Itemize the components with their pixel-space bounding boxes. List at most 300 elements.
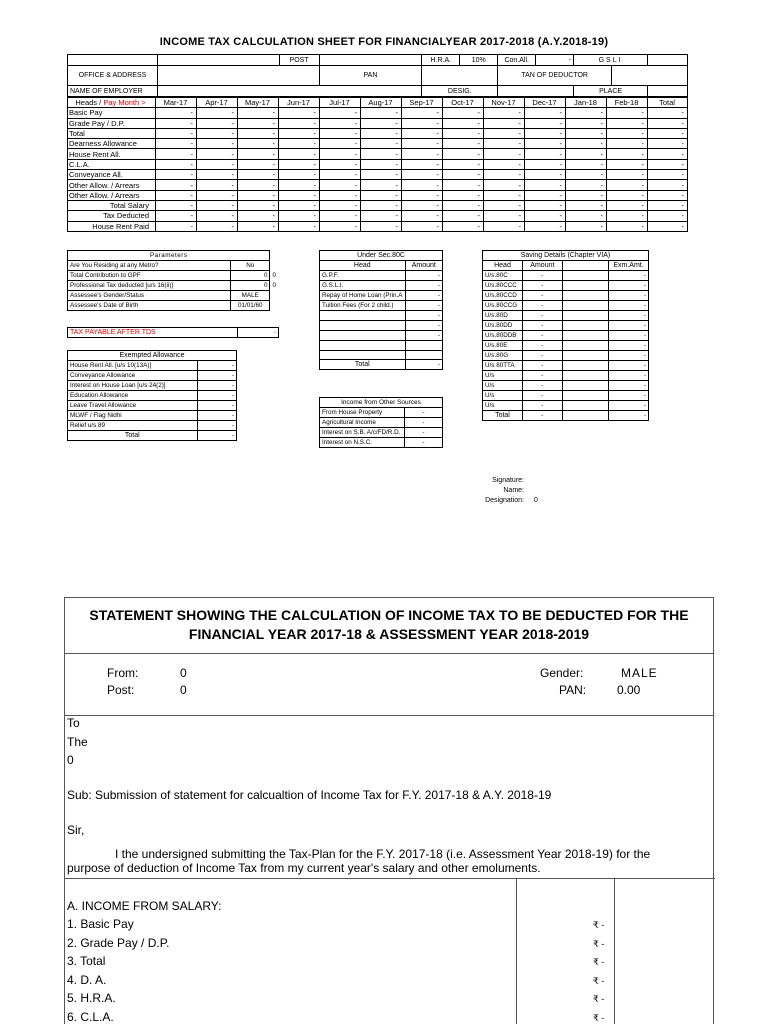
- month-header: Nov-17: [484, 98, 525, 108]
- other-income-value[interactable]: -: [404, 408, 442, 418]
- grid-cell[interactable]: -: [238, 190, 279, 200]
- grid-cell[interactable]: -: [402, 180, 443, 190]
- grid-cell[interactable]: -: [197, 221, 238, 231]
- grid-cell[interactable]: -: [525, 200, 566, 210]
- grid-cell[interactable]: -: [279, 221, 320, 231]
- saving-amount[interactable]: -: [522, 281, 562, 291]
- sec80c-label: G.P.F.: [320, 271, 406, 281]
- saving-blank: [562, 281, 608, 291]
- parameter-row: [68, 261, 279, 271]
- grid-cell[interactable]: -: [443, 200, 484, 210]
- grid-cell[interactable]: -: [525, 180, 566, 190]
- grid-cell[interactable]: -: [607, 190, 648, 200]
- grid-cell[interactable]: -: [484, 118, 525, 128]
- saving-amount[interactable]: -: [522, 321, 562, 331]
- exempted-label: House Rent All. [u/s 10(13A)]: [68, 361, 198, 371]
- grid-cell[interactable]: -: [156, 170, 197, 180]
- grid-cell[interactable]: -: [566, 118, 607, 128]
- saving-blank: [562, 361, 608, 371]
- grid-cell[interactable]: -: [566, 180, 607, 190]
- grid-cell[interactable]: -: [279, 211, 320, 221]
- grid-cell[interactable]: -: [361, 170, 402, 180]
- grid-cell[interactable]: -: [320, 190, 361, 200]
- exempted-value[interactable]: -: [197, 391, 236, 401]
- exempted-value[interactable]: -: [197, 401, 236, 411]
- grid-cell[interactable]: -: [238, 139, 279, 149]
- grid-cell[interactable]: -: [238, 221, 279, 231]
- grid-cell[interactable]: -: [566, 108, 607, 118]
- grid-cell[interactable]: -: [156, 108, 197, 118]
- grid-cell[interactable]: -: [238, 118, 279, 128]
- office-address-value[interactable]: [157, 66, 319, 86]
- grid-cell[interactable]: -: [607, 200, 648, 210]
- grid-cell[interactable]: -: [648, 180, 688, 190]
- sec80c-value[interactable]: -: [405, 281, 442, 291]
- exempted-value[interactable]: -: [197, 421, 236, 431]
- grid-cell[interactable]: -: [648, 221, 688, 231]
- grid-cell[interactable]: -: [279, 190, 320, 200]
- saving-exm: -: [609, 351, 649, 361]
- grid-cell[interactable]: -: [197, 139, 238, 149]
- saving-blank: [562, 381, 608, 391]
- saving-blank: [562, 341, 608, 351]
- grid-cell[interactable]: -: [566, 200, 607, 210]
- grid-cell[interactable]: -: [156, 211, 197, 221]
- grid-cell[interactable]: -: [648, 128, 688, 138]
- grid-cell[interactable]: -: [648, 190, 688, 200]
- grid-cell[interactable]: -: [607, 180, 648, 190]
- grid-cell[interactable]: -: [648, 170, 688, 180]
- saving-label: U/s.80DD: [483, 321, 523, 331]
- income-item-amount: ₹ -: [593, 994, 605, 1004]
- grid-cell[interactable]: -: [443, 159, 484, 169]
- grid-cell[interactable]: -: [402, 128, 443, 138]
- grid-cell[interactable]: -: [566, 211, 607, 221]
- parameter-row: [68, 301, 279, 311]
- month-header: Dec-17: [525, 98, 566, 108]
- grid-cell[interactable]: -: [607, 170, 648, 180]
- sec80c-label: [320, 341, 406, 351]
- grid-cell[interactable]: -: [607, 159, 648, 169]
- exempted-allowance-table: [67, 350, 237, 441]
- sec80c-value[interactable]: -: [405, 321, 442, 331]
- grid-cell[interactable]: -: [156, 128, 197, 138]
- grid-cell[interactable]: -: [320, 200, 361, 210]
- grid-cell[interactable]: -: [279, 139, 320, 149]
- exempted-row: [68, 361, 237, 371]
- grid-cell[interactable]: -: [238, 180, 279, 190]
- saving-row: [483, 391, 649, 401]
- grid-cell[interactable]: -: [402, 190, 443, 200]
- month-header: Oct-17: [443, 98, 484, 108]
- grid-cell[interactable]: -: [361, 128, 402, 138]
- pay-month-label: Pay Month >: [103, 98, 146, 108]
- grid-cell[interactable]: -: [525, 139, 566, 149]
- grid-cell[interactable]: -: [443, 221, 484, 231]
- grid-cell[interactable]: -: [484, 108, 525, 118]
- grid-row: [68, 200, 688, 210]
- grid-cell[interactable]: -: [320, 139, 361, 149]
- grid-cell[interactable]: -: [197, 149, 238, 159]
- grid-cell[interactable]: -: [484, 159, 525, 169]
- other-income-value[interactable]: -: [404, 418, 442, 428]
- grid-cell[interactable]: -: [361, 190, 402, 200]
- other-income-row: [320, 408, 443, 418]
- exempted-total-label: Total: [68, 431, 198, 441]
- saving-amount[interactable]: -: [522, 381, 562, 391]
- statement-title-line2: FINANCIAL YEAR 2017-18 & ASSESSMENT YEAR 2018-2019: [188, 626, 590, 642]
- grid-cell[interactable]: -: [525, 211, 566, 221]
- grid-cell[interactable]: -: [320, 180, 361, 190]
- grid-cell[interactable]: -: [197, 180, 238, 190]
- grid-cell[interactable]: -: [156, 159, 197, 169]
- grid-cell[interactable]: -: [361, 139, 402, 149]
- grid-cell[interactable]: -: [197, 118, 238, 128]
- saving-amount[interactable]: -: [522, 291, 562, 301]
- exempted-label: MLWF / Flag Nidhi: [68, 411, 198, 421]
- month-header: Apr-17: [197, 98, 238, 108]
- grid-cell[interactable]: -: [566, 149, 607, 159]
- pan-value[interactable]: [422, 66, 498, 86]
- grid-row: [68, 180, 688, 190]
- month-header: Jun-17: [279, 98, 320, 108]
- saving-label: U/s.80CCG: [483, 301, 523, 311]
- employer-name-value[interactable]: [157, 86, 421, 97]
- sec80c-value[interactable]: -: [405, 301, 442, 311]
- exempted-label: Education Allowance: [68, 391, 198, 401]
- grid-cell[interactable]: -: [648, 108, 688, 118]
- grid-cell[interactable]: -: [197, 200, 238, 210]
- other-income-value[interactable]: -: [404, 428, 442, 438]
- exempted-row: [68, 411, 237, 421]
- sec80c-value[interactable]: -: [405, 331, 442, 341]
- grid-cell[interactable]: -: [607, 221, 648, 231]
- grid-cell[interactable]: -: [320, 149, 361, 159]
- grid-cell[interactable]: -: [238, 149, 279, 159]
- saving-row: [483, 401, 649, 411]
- tax-payable-label: TAX PAYABLE AFTER TDS: [68, 328, 238, 338]
- grid-cell[interactable]: -: [484, 190, 525, 200]
- saving-blank: [562, 391, 608, 401]
- place-label: PLACE: [574, 86, 648, 97]
- grid-cell[interactable]: -: [197, 128, 238, 138]
- grid-cell[interactable]: -: [484, 139, 525, 149]
- grid-cell[interactable]: -: [484, 170, 525, 180]
- parameter-row: [68, 271, 279, 281]
- parameter-value[interactable]: MALE: [231, 291, 270, 301]
- grid-cell[interactable]: -: [156, 118, 197, 128]
- grid-cell[interactable]: -: [320, 211, 361, 221]
- parameter-value[interactable]: 0: [231, 281, 270, 291]
- grid-cell[interactable]: -: [525, 170, 566, 180]
- grid-cell[interactable]: -: [402, 211, 443, 221]
- income-item-label: 4. D. A.: [67, 972, 107, 987]
- saving-label: U/s: [483, 381, 523, 391]
- exempted-label: Relief u/s 89: [68, 421, 198, 431]
- grid-cell[interactable]: -: [197, 170, 238, 180]
- grid-cell[interactable]: -: [361, 200, 402, 210]
- grid-cell[interactable]: -: [279, 200, 320, 210]
- grid-cell[interactable]: -: [361, 149, 402, 159]
- grid-cell[interactable]: -: [566, 159, 607, 169]
- parameter-value[interactable]: 0: [231, 271, 270, 281]
- exempted-value[interactable]: -: [197, 371, 236, 381]
- saving-amount[interactable]: -: [522, 301, 562, 311]
- grid-cell[interactable]: -: [197, 159, 238, 169]
- grid-cell[interactable]: -: [197, 211, 238, 221]
- sec80c-value[interactable]: -: [405, 291, 442, 301]
- grid-cell[interactable]: -: [361, 118, 402, 128]
- grid-cell[interactable]: -: [279, 108, 320, 118]
- grid-cell[interactable]: -: [279, 118, 320, 128]
- grid-cell[interactable]: -: [566, 190, 607, 200]
- parameter-value[interactable]: 01/01/60: [231, 301, 270, 311]
- grid-cell[interactable]: -: [320, 108, 361, 118]
- grid-cell[interactable]: -: [607, 118, 648, 128]
- grid-cell[interactable]: -: [443, 149, 484, 159]
- grid-cell[interactable]: -: [197, 108, 238, 118]
- saving-amount[interactable]: -: [522, 271, 562, 281]
- sec80c-value[interactable]: -: [405, 311, 442, 321]
- post-label: POST: [279, 55, 319, 66]
- grid-cell[interactable]: -: [156, 221, 197, 231]
- sec80c-value[interactable]: -: [405, 271, 442, 281]
- grid-cell[interactable]: -: [566, 139, 607, 149]
- other-income-label: Interest on S.B. A/c/FD/R.D.: [320, 428, 405, 438]
- grid-row: [68, 211, 688, 221]
- grid-cell[interactable]: -: [443, 108, 484, 118]
- saving-amount[interactable]: -: [522, 331, 562, 341]
- grid-cell[interactable]: -: [484, 211, 525, 221]
- grid-cell[interactable]: -: [361, 108, 402, 118]
- parameter-extra: 0: [272, 272, 276, 279]
- saving-amount[interactable]: -: [522, 371, 562, 381]
- place-value[interactable]: [648, 86, 688, 97]
- grid-cell[interactable]: -: [156, 149, 197, 159]
- grid-cell[interactable]: -: [607, 211, 648, 221]
- sec80c-table: [319, 250, 443, 370]
- grid-cell[interactable]: -: [197, 190, 238, 200]
- gsli-value[interactable]: [648, 55, 688, 66]
- tan-label: TAN OF DEDUCTOR: [498, 66, 612, 86]
- grid-cell[interactable]: -: [607, 139, 648, 149]
- grid-cell[interactable]: -: [279, 149, 320, 159]
- grid-cell[interactable]: -: [648, 200, 688, 210]
- grid-cell[interactable]: -: [361, 211, 402, 221]
- grid-cell[interactable]: -: [238, 200, 279, 210]
- exempted-label: Interest on House Loan [u/s 24(2)]: [68, 381, 198, 391]
- hra-label: H.R.A.: [422, 55, 460, 66]
- grid-cell[interactable]: -: [156, 139, 197, 149]
- grid-cell[interactable]: -: [443, 180, 484, 190]
- grid-cell[interactable]: -: [238, 211, 279, 221]
- grid-cell[interactable]: -: [156, 190, 197, 200]
- exempted-row: [68, 371, 237, 381]
- sec80c-value[interactable]: [405, 341, 442, 351]
- grid-cell[interactable]: -: [525, 159, 566, 169]
- income-item-amount: ₹ -: [593, 975, 605, 986]
- income-item-amount: ₹ -: [593, 957, 605, 967]
- parameters-title: Parameters: [68, 251, 270, 261]
- saving-blank: [562, 401, 608, 411]
- exempted-value[interactable]: -: [197, 411, 236, 421]
- desig-value[interactable]: [498, 86, 574, 97]
- grid-row-label: Tax Deducted: [68, 211, 156, 221]
- grid-cell[interactable]: -: [279, 170, 320, 180]
- saving-amount[interactable]: -: [522, 361, 562, 371]
- saving-title: Saving Details (Chapter VIA): [483, 251, 649, 261]
- grid-cell[interactable]: -: [238, 108, 279, 118]
- grid-cell[interactable]: -: [402, 149, 443, 159]
- grid-cell[interactable]: -: [402, 108, 443, 118]
- grid-cell[interactable]: -: [525, 118, 566, 128]
- parameter-extra: [270, 261, 279, 271]
- grid-cell[interactable]: -: [607, 149, 648, 159]
- grid-cell[interactable]: -: [238, 159, 279, 169]
- grid-cell[interactable]: -: [361, 221, 402, 231]
- grid-cell[interactable]: -: [484, 221, 525, 231]
- saving-row: [483, 281, 649, 291]
- saving-exm: -: [609, 321, 649, 331]
- sec80c-row: [320, 301, 443, 311]
- sec80c-title: Under Sec.80C: [320, 251, 443, 261]
- employer-name-label: NAME OF EMPLOYER: [68, 86, 158, 97]
- grid-header-row: [68, 98, 688, 108]
- saving-row: [483, 271, 649, 281]
- grid-cell[interactable]: -: [443, 139, 484, 149]
- saving-exm: -: [609, 301, 649, 311]
- grid-cell[interactable]: -: [566, 128, 607, 138]
- saving-amount[interactable]: -: [522, 311, 562, 321]
- grid-cell[interactable]: -: [525, 221, 566, 231]
- grid-cell[interactable]: -: [402, 200, 443, 210]
- grid-cell[interactable]: -: [320, 170, 361, 180]
- grid-cell[interactable]: -: [320, 118, 361, 128]
- grid-cell[interactable]: -: [361, 159, 402, 169]
- grid-cell[interactable]: -: [566, 221, 607, 231]
- grid-cell[interactable]: -: [648, 139, 688, 149]
- grid-cell[interactable]: -: [279, 128, 320, 138]
- grid-cell[interactable]: -: [648, 159, 688, 169]
- sec80c-row: [320, 341, 443, 351]
- grid-cell[interactable]: -: [525, 149, 566, 159]
- grid-cell[interactable]: -: [566, 170, 607, 180]
- pan-label: PAN: [319, 66, 422, 86]
- to-line: To: [67, 716, 80, 730]
- grid-cell[interactable]: -: [402, 159, 443, 169]
- month-header: Mar-17: [156, 98, 197, 108]
- saving-total-label: Total: [483, 411, 523, 421]
- post-value[interactable]: [319, 55, 422, 66]
- grid-cell[interactable]: -: [607, 108, 648, 118]
- header-blank: [157, 55, 279, 66]
- saving-label: U/s.80CCD: [483, 291, 523, 301]
- saving-amount[interactable]: -: [522, 351, 562, 361]
- grid-cell[interactable]: -: [279, 180, 320, 190]
- grid-cell[interactable]: -: [525, 108, 566, 118]
- grid-cell[interactable]: -: [484, 128, 525, 138]
- grid-cell[interactable]: -: [361, 180, 402, 190]
- grid-cell[interactable]: -: [648, 118, 688, 128]
- saving-exm: -: [609, 341, 649, 351]
- month-header: Jul-17: [320, 98, 361, 108]
- saving-blank: [562, 351, 608, 361]
- grid-cell[interactable]: -: [443, 128, 484, 138]
- saving-amount[interactable]: -: [522, 391, 562, 401]
- saving-label: U/s 80TTA: [483, 361, 523, 371]
- grid-cell[interactable]: -: [402, 221, 443, 231]
- grid-cell[interactable]: -: [525, 190, 566, 200]
- saving-exm: -: [609, 371, 649, 381]
- grid-cell[interactable]: -: [320, 159, 361, 169]
- grid-cell[interactable]: -: [648, 211, 688, 221]
- saving-amount[interactable]: -: [522, 401, 562, 411]
- grid-cell[interactable]: -: [320, 221, 361, 231]
- other-income-value[interactable]: -: [404, 438, 442, 448]
- grid-row-label: House Rent All.: [68, 149, 156, 159]
- saving-amount[interactable]: -: [522, 341, 562, 351]
- saving-row: [483, 351, 649, 361]
- sec80c-value[interactable]: [405, 350, 442, 360]
- grid-cell[interactable]: -: [484, 149, 525, 159]
- sec80c-row: [320, 291, 443, 301]
- exempted-value[interactable]: -: [197, 361, 236, 371]
- grid-cell[interactable]: -: [320, 128, 361, 138]
- saving-row: [483, 291, 649, 301]
- grid-cell[interactable]: -: [402, 139, 443, 149]
- grid-cell[interactable]: -: [607, 128, 648, 138]
- grid-row: [68, 139, 688, 149]
- sec80c-row: [320, 311, 443, 321]
- grid-cell[interactable]: -: [443, 190, 484, 200]
- saving-exm: -: [609, 331, 649, 341]
- grid-cell[interactable]: -: [484, 180, 525, 190]
- grid-row: [68, 108, 688, 118]
- parameter-value[interactable]: No: [231, 261, 270, 271]
- grid-row-label: Grade Pay / D.P.: [68, 118, 156, 128]
- grid-cell[interactable]: -: [238, 170, 279, 180]
- other-income-row: [320, 438, 443, 448]
- grid-cell[interactable]: -: [443, 118, 484, 128]
- parameter-label: Assessee's Date of Birth: [68, 301, 231, 311]
- other-income-label: From House Property: [320, 408, 405, 418]
- pan-label: PAN:: [559, 683, 587, 697]
- grid-cell[interactable]: -: [156, 180, 197, 190]
- saving-label: U/s.80E: [483, 341, 523, 351]
- grid-cell[interactable]: -: [443, 211, 484, 221]
- con-all-value: -: [536, 55, 574, 66]
- saving-exm: -: [609, 311, 649, 321]
- con-all-label: Con.All.: [498, 55, 536, 66]
- grid-cell[interactable]: -: [484, 200, 525, 210]
- grid-cell[interactable]: -: [238, 128, 279, 138]
- month-header: Feb-18: [607, 98, 648, 108]
- exempted-row: [68, 421, 237, 431]
- grid-cell[interactable]: -: [402, 118, 443, 128]
- grid-cell[interactable]: -: [648, 149, 688, 159]
- employer-header-table: [67, 54, 688, 97]
- grid-cell[interactable]: -: [279, 159, 320, 169]
- grid-cell[interactable]: -: [443, 170, 484, 180]
- statement-info: [65, 654, 713, 716]
- section-a-heading: A. INCOME FROM SALARY:: [67, 899, 222, 913]
- grid-cell[interactable]: -: [402, 170, 443, 180]
- exempted-label: Leave Travel Allowance: [68, 401, 198, 411]
- exempted-value[interactable]: -: [197, 381, 236, 391]
- grid-cell[interactable]: -: [525, 128, 566, 138]
- tan-value[interactable]: [612, 66, 688, 86]
- grid-cell[interactable]: -: [156, 200, 197, 210]
